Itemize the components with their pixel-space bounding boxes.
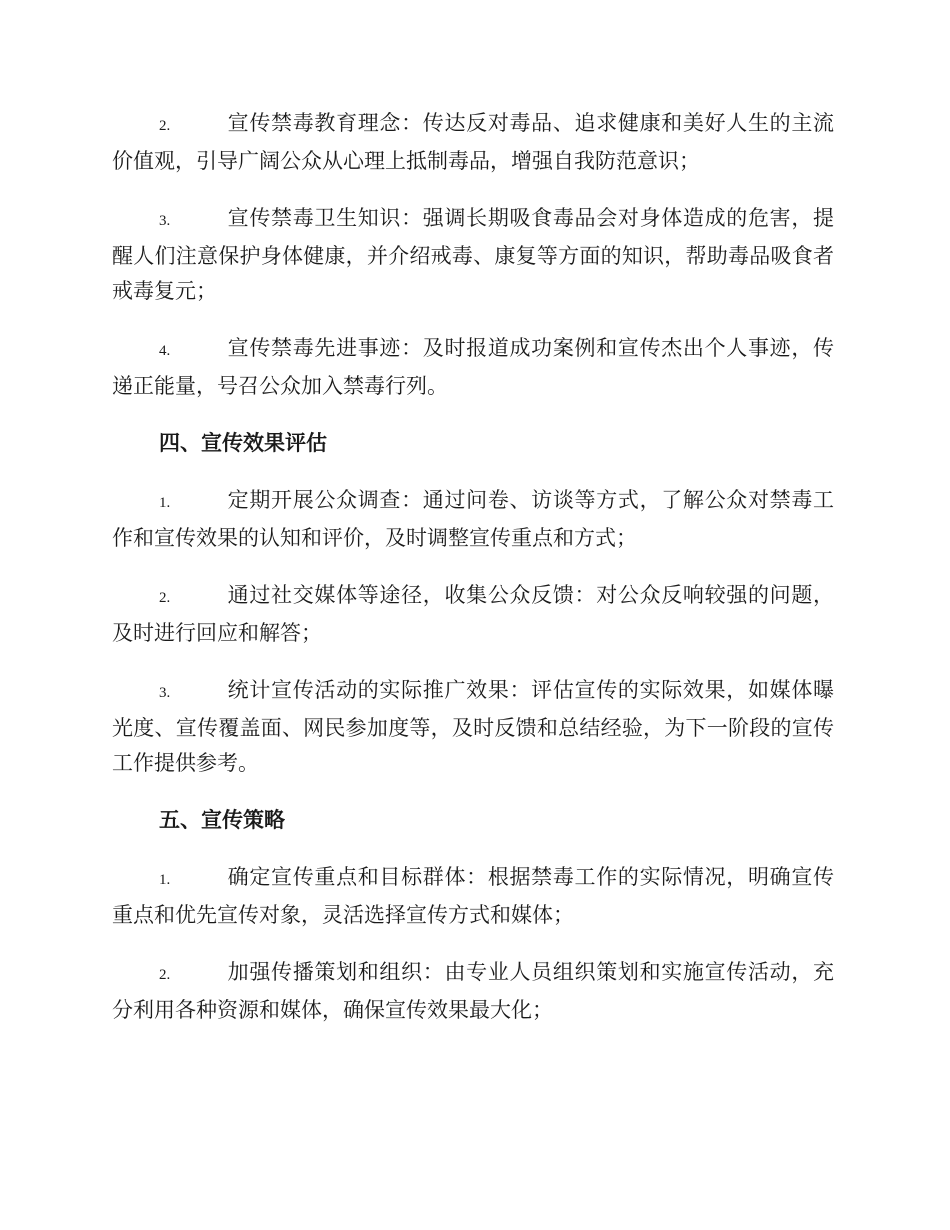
item-text: 通过社交媒体等途径，收集公众反馈：对公众反响较强的问题，及时进行回应和解答； [112, 583, 834, 645]
section-heading: 四、宣传效果评估 [159, 431, 327, 455]
list-item [112, 673, 834, 781]
item-text: 统计宣传活动的实际推广效果：评估宣传的实际效果，如媒体曝光度、宣传覆盖面、网民参加度等，及时反馈和总结经验，为下一阶段的宣传工作提供参考。 [112, 678, 834, 775]
list-item [112, 578, 834, 651]
list-item [112, 860, 834, 933]
item-number: 2. [159, 967, 171, 983]
list-item [112, 483, 834, 556]
item-text: 宣传禁毒卫生知识：强调长期吸食毒品会对身体造成的危害，提醒人们注意保护身体健康，并介绍戒毒、康复等方面的知识，帮助毒品吸食者戒毒复元； [112, 206, 834, 303]
list-item [112, 106, 834, 179]
item-number: 1. [159, 872, 171, 888]
list-item [112, 331, 834, 404]
section-heading: 五、宣传策略 [159, 808, 285, 832]
list-item [112, 955, 834, 1028]
item-text: 加强传播策划和组织：由专业人员组织策划和实施宣传活动，充分利用各种资源和媒体，确保宣传效果最大化； [112, 960, 834, 1022]
item-number: 2. [159, 590, 171, 606]
item-number: 1. [159, 495, 171, 511]
document-page [112, 106, 834, 1050]
item-text: 宣传禁毒教育理念：传达反对毒品、追求健康和美好人生的主流价值观，引导广阔公众从心理上抵制毒品，增强自我防范意识； [112, 111, 834, 173]
item-text: 宣传禁毒先进事迹：及时报道成功案例和宣传杰出个人事迹，传递正能量，号召公众加入禁毒行列。 [112, 336, 834, 398]
list-item [112, 201, 834, 309]
item-number: 2. [159, 118, 171, 134]
item-number: 3. [159, 213, 171, 229]
item-text: 确定宣传重点和目标群体：根据禁毒工作的实际情况，明确宣传重点和优先宣传对象，灵活选择宣传方式和媒体； [112, 865, 834, 927]
item-text: 定期开展公众调查：通过问卷、访谈等方式，了解公众对禁毒工作和宣传效果的认知和评价，及时调整宣传重点和方式； [112, 488, 834, 550]
item-number: 4. [159, 343, 171, 359]
item-number: 3. [159, 685, 171, 701]
